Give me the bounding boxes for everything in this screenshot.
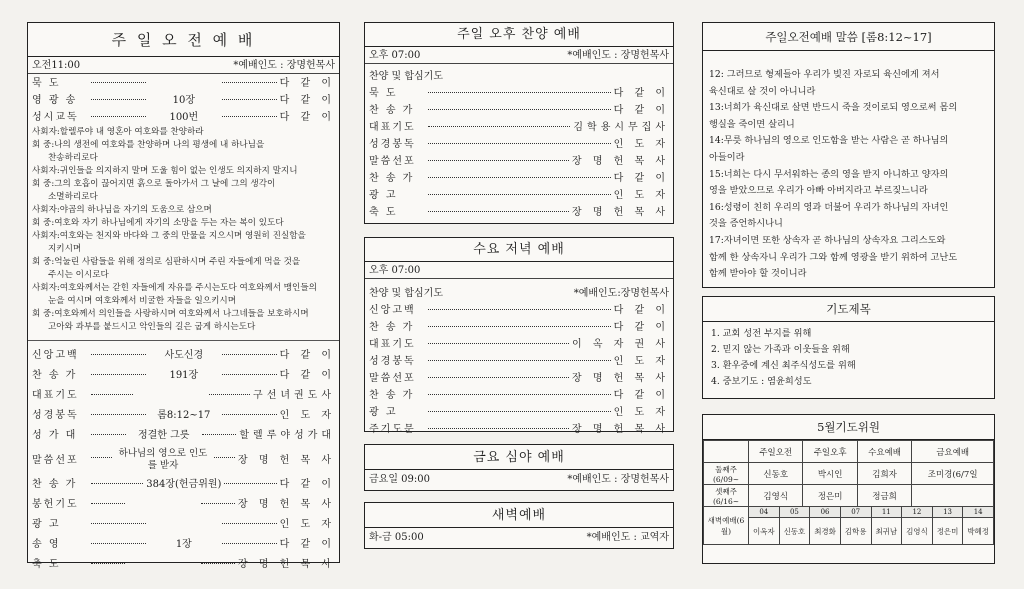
- morning-row: [28, 496, 339, 513]
- dawn-service-time: 화-금 05:00: [369, 532, 424, 543]
- verse-line: 행실을 죽이면 살리니: [709, 118, 795, 130]
- verse-line: 아들이라: [709, 151, 745, 163]
- leader-dots: [91, 483, 143, 484]
- leader-dots: [222, 99, 277, 100]
- dawn-name: 이옥자: [749, 518, 780, 545]
- responsive-line: 찬송하리로다: [48, 153, 98, 163]
- verse-line: 16:성령이 친히 우리의 영과 더불어 우리가 하나님의 자녀인: [709, 201, 949, 213]
- morning-row: [28, 347, 339, 364]
- order-leader: 다 같 이: [279, 78, 335, 89]
- order-label: 말씀선포: [32, 454, 79, 466]
- corner-cell: [704, 441, 749, 463]
- verse-line: 육신대로 살 것이 아니니라: [709, 85, 816, 97]
- morning-row: [28, 476, 339, 493]
- order-leader: 다 같 이: [613, 390, 669, 401]
- leader-dots: [428, 143, 611, 144]
- wednesday-row: [365, 404, 673, 421]
- order-label: 성경봉독: [369, 356, 416, 367]
- order-leader: 다 같 이: [613, 173, 669, 184]
- dawn-committee-table: [703, 506, 994, 545]
- order-label: 송 영: [32, 539, 61, 550]
- order-detail: 사도신경: [164, 350, 204, 361]
- committee-name: 조미경(6/7일: [912, 463, 994, 485]
- order-label: 신앙고백: [32, 350, 79, 361]
- dawn-date: 05: [779, 507, 810, 518]
- morning-row: [28, 75, 339, 92]
- committee-title: 5월기도위원: [703, 415, 994, 440]
- afternoon-row: [365, 119, 673, 136]
- order-label: 찬 송 가: [32, 370, 78, 381]
- order-detail: 384장(헌금위원): [146, 479, 222, 490]
- order-leader: 구선녀권도사: [253, 390, 335, 401]
- afternoon-service-time: 오후 07:00: [369, 50, 421, 61]
- wednesday-service-subheader: [365, 262, 673, 279]
- leader-dots: [222, 374, 277, 375]
- wednesday-row: [365, 370, 673, 387]
- committee-name: [912, 485, 994, 507]
- leader-dots: [222, 523, 277, 524]
- friday-service-time: 금요일 09:00: [369, 474, 430, 485]
- leader-dots: [428, 211, 569, 212]
- leader-dots: [214, 457, 235, 458]
- leader-dots: [91, 394, 133, 395]
- morning-row: [28, 109, 339, 126]
- responsive-line: 눈을 여시며 여호와께서 비굴한 자들을 일으키시며: [48, 296, 236, 306]
- leader-dots: [91, 543, 146, 544]
- wednesday-row: [365, 421, 673, 438]
- morning-service-time: 오전11:00: [32, 60, 81, 71]
- dawn-date: 07: [840, 507, 871, 518]
- leader-dots: [91, 503, 125, 504]
- morning-row: [28, 407, 339, 424]
- leader-dots: [91, 434, 126, 435]
- leader-dots: [222, 82, 277, 83]
- order-label: 찬 송 가: [32, 479, 78, 490]
- prayer-item: 4. 중보기도 : 염윤희성도: [711, 376, 812, 387]
- order-label: 광 고: [369, 407, 398, 418]
- leader-dots: [91, 523, 146, 524]
- responsive-line: 주시는 이시로다: [48, 270, 109, 280]
- order-label: 대표기도: [369, 122, 416, 133]
- order-leader: 다 같 이: [613, 88, 669, 99]
- order-leader: 다 같 이: [279, 539, 335, 550]
- order-leader: 인 도 자: [613, 139, 669, 150]
- committee-name: 김영식: [749, 485, 803, 507]
- order-detail: 191장: [169, 370, 199, 381]
- responsive-line: 회 중:나의 생전에 여호와를 찬양하며 나의 평생에 내 하나님을: [32, 140, 265, 150]
- prayer-item: 1. 교회 성전 부지를 위해: [711, 328, 812, 339]
- sermon-text: [703, 51, 994, 283]
- leader-dots: [428, 360, 611, 361]
- order-leader: 이 옥 자 권 사: [571, 339, 669, 350]
- leader-dots: [91, 99, 146, 100]
- order-leader: 김학용시무집사: [573, 122, 669, 133]
- morning-row: [28, 387, 339, 404]
- dawn-date: 06: [810, 507, 841, 518]
- order-detail: 롬8:12~17: [157, 410, 211, 421]
- sermon-title: 주일오전예배 말씀 [롬8:12~17]: [703, 23, 994, 51]
- responsive-line: 사회자:귀인들을 의지하지 말며 도울 힘이 없는 인생도 의지하지 말지니: [32, 166, 298, 176]
- order-leader: 다 같 이: [279, 112, 335, 123]
- verse-line: 17:자녀이면 또한 상속자 곧 하나님의 상속자요 그리스도와: [709, 234, 946, 246]
- leader-dots: [91, 116, 146, 117]
- friday-service-panel: [364, 444, 674, 491]
- dawn-date: 13: [932, 507, 963, 518]
- dawn-date: 04: [749, 507, 780, 518]
- leader-dots: [91, 82, 146, 83]
- afternoon-row: [365, 153, 673, 170]
- order-label: 찬 송 가: [369, 105, 415, 116]
- order-label: 말씀선포: [369, 156, 416, 167]
- verse-line: 12: 그러므로 형제들아 우리가 빚진 자로되 육신에게 져서: [709, 69, 940, 80]
- afternoon-intro: 찬양 및 합심기도: [369, 71, 443, 82]
- afternoon-row: [365, 170, 673, 187]
- friday-service-leader: *예배인도 : 장명헌목사: [567, 474, 669, 485]
- wednesday-service-panel: [364, 237, 674, 435]
- wednesday-service-time: 오후 07:00: [369, 265, 421, 276]
- dawn-name: 최귀남: [871, 518, 902, 545]
- verse-line: 함께 받아야 할 것이니라: [709, 268, 807, 280]
- afternoon-row: [365, 187, 673, 204]
- order-leader: 다 같 이: [279, 95, 335, 106]
- committee-name: 김희자: [857, 463, 911, 485]
- responsive-line: 사회자:할렐루야 내 영혼아 여호와를 찬양하라: [32, 127, 204, 137]
- order-label: 성시교독: [32, 112, 79, 123]
- committee-name: 정은미: [803, 485, 857, 507]
- order-detail: 정결한 그릇: [137, 430, 190, 441]
- order-detail: 100번: [169, 112, 199, 123]
- committee-name: 정금희: [857, 485, 911, 507]
- morning-row: [28, 516, 339, 533]
- leader-dots: [428, 92, 611, 93]
- responsive-line: 사회자:여호와께서는 갇힌 자들에게 자유를 주시는도다 여호와께서 맹인들의: [32, 283, 317, 293]
- order-leader: 인 도 자: [279, 519, 335, 530]
- dawn-date: 12: [902, 507, 933, 518]
- order-leader: 다 같 이: [279, 479, 336, 490]
- order-detail: 10장: [172, 95, 196, 106]
- leader-dots: [222, 543, 277, 544]
- order-label: 신앙고백: [369, 305, 416, 316]
- leader-dots: [428, 326, 611, 327]
- order-leader: 다 같 이: [613, 305, 669, 316]
- committee-table: [703, 440, 994, 507]
- order-leader: 장 명 헌 목 사: [238, 559, 336, 570]
- leader-dots: [222, 116, 277, 117]
- dawn-name: 최경화: [810, 518, 841, 545]
- sermon-panel: [702, 22, 995, 288]
- leader-dots: [428, 394, 611, 395]
- responsive-line: 소멸하리로다: [48, 192, 98, 202]
- committee-name: 신동호: [749, 463, 803, 485]
- committee-week2-row: [704, 485, 994, 507]
- leader-dots: [224, 483, 276, 484]
- responsive-line: 지키시며: [48, 244, 82, 254]
- morning-row: [28, 536, 339, 553]
- responsive-line: 고아와 과부를 붙드시고 악인들의 길은 굽게 하시는도다: [48, 322, 256, 332]
- order-label: 묵 도: [369, 88, 398, 99]
- responsive-line: 회 중:여호와께서 의인들을 사랑하시며 여호와께서 나그네들을 보호하시며: [32, 309, 309, 319]
- order-label: 주기도문: [369, 424, 416, 435]
- leader-dots: [428, 194, 611, 195]
- order-leader: 인 도 자: [279, 410, 335, 421]
- morning-service-subheader: [28, 57, 339, 74]
- friday-service-title: 금요 심야 예배: [365, 445, 673, 470]
- week-label: 셋째주(6/16~: [704, 485, 749, 507]
- verse-line: 함께 한 상속자니 우리가 그와 함께 영광을 받기 위하여 고난도: [709, 251, 958, 263]
- leader-dots: [428, 377, 569, 378]
- leader-dots: [91, 354, 146, 355]
- wednesday-row: [365, 302, 673, 319]
- order-label: 광 고: [32, 519, 61, 530]
- afternoon-row: [365, 102, 673, 119]
- wednesday-service-title: 수요 저녁 예배: [365, 238, 673, 262]
- order-leader: 인 도 자: [613, 356, 669, 367]
- responsive-line: 사회자:여호와는 천지와 바다와 그 중의 만물을 지으시며 영원히 진실함을: [32, 231, 306, 241]
- responsive-reading: [28, 126, 339, 340]
- committee-name: 박시인: [803, 463, 857, 485]
- order-leader: 장 명 헌 목 사: [571, 156, 669, 167]
- week-label: 둘째주(6/09~: [704, 463, 749, 485]
- wednesday-row: [365, 353, 673, 370]
- dawn-service-panel: [364, 502, 674, 549]
- order-label: 말씀선포: [369, 373, 416, 384]
- order-label: 성경봉독: [32, 410, 79, 421]
- wednesday-service-leader: *예배인도:장명헌목사: [573, 288, 669, 299]
- order-detail: 1장: [175, 539, 192, 550]
- order-leader: 장 명 헌 목 사: [238, 499, 336, 510]
- leader-dots: [428, 309, 611, 310]
- prayer-item: 3. 환우중에 계신 최주식성도를 위해: [711, 360, 856, 371]
- prayer-title: 기도제목: [703, 297, 994, 322]
- morning-service-panel: [27, 22, 340, 570]
- verse-line: 14:무릇 하나님의 영으로 인도함을 받는 사람은 곧 하나님의: [709, 135, 949, 147]
- afternoon-service-panel: [364, 22, 674, 224]
- leader-dots: [201, 503, 235, 504]
- leader-dots: [428, 160, 569, 161]
- morning-order-top: [28, 74, 339, 126]
- afternoon-service-title: 주일 오후 찬양 예배: [365, 23, 673, 47]
- order-label: 찬 송 가: [369, 173, 415, 184]
- order-label: 영 광 송: [32, 95, 78, 106]
- morning-row: [28, 367, 339, 384]
- committee-week1-row: [704, 463, 994, 485]
- prayer-panel: [702, 296, 995, 399]
- leader-dots: [91, 374, 146, 375]
- leader-dots: [428, 343, 569, 344]
- morning-service-title: 주 일 오 전 예 배: [28, 23, 339, 57]
- responsive-line: 사회자:야곱의 하나님을 자기의 도움으로 삼으며: [32, 205, 212, 215]
- responsive-line: 회 중:여호와 자기 하나님에게 자기의 소망을 두는 자는 복이 있도다: [32, 218, 284, 228]
- prayer-list: [703, 322, 994, 394]
- order-detail: 하나님의 영으로 인도를 받자: [118, 448, 208, 471]
- order-label: 성 가 대: [32, 430, 78, 441]
- order-leader: 인 도 자: [613, 190, 669, 201]
- morning-row: [28, 447, 339, 473]
- leader-dots: [91, 414, 146, 415]
- order-label: 축 도: [369, 207, 398, 218]
- order-label: 대표기도: [369, 339, 416, 350]
- order-label: 봉헌기도: [32, 499, 79, 510]
- morning-row: [28, 556, 339, 573]
- committee-panel: [702, 414, 995, 564]
- afternoon-row: [365, 136, 673, 153]
- morning-service-leader: *예배인도 : 장명헌목사: [233, 60, 335, 71]
- leader-dots: [91, 457, 112, 458]
- morning-order-bottom: [28, 341, 339, 573]
- wednesday-row: [365, 387, 673, 404]
- dawn-date: 11: [871, 507, 902, 518]
- leader-dots: [428, 428, 569, 429]
- dawn-service-title: 새벽예배: [365, 503, 673, 528]
- committee-header: 주일오전: [749, 441, 803, 463]
- leader-dots: [428, 109, 611, 110]
- wednesday-order: [365, 302, 673, 438]
- order-label: 광 고: [369, 190, 398, 201]
- order-leader: 장 명 헌 목 사: [238, 454, 336, 466]
- committee-header: 주일오후: [803, 441, 857, 463]
- verse-line: 15:너희는 다시 무서워하는 종의 영을 받지 아니하고 양자의: [709, 168, 949, 180]
- dawn-date: 14: [963, 507, 994, 518]
- order-leader: 인 도 자: [613, 407, 669, 418]
- order-label: 대표기도: [32, 390, 79, 401]
- dawn-name: 신동호: [779, 518, 810, 545]
- afternoon-service-leader: *예배인도 : 장명헌목사: [567, 50, 669, 61]
- friday-service-subheader: [365, 470, 673, 490]
- dawn-name: 김학용: [840, 518, 871, 545]
- order-label: 묵 도: [32, 78, 61, 89]
- order-label: 찬 송 가: [369, 390, 415, 401]
- wednesday-row: [365, 336, 673, 353]
- responsive-line: 회 중:그의 호흡이 끊어지면 흙으로 돌아가서 그 날에 그의 생각이: [32, 179, 276, 189]
- leader-dots: [222, 414, 277, 415]
- wednesday-row: [365, 319, 673, 336]
- afternoon-order: [365, 85, 673, 221]
- afternoon-row: [365, 204, 673, 221]
- leader-dots: [209, 394, 251, 395]
- verse-line: 영을 받았으므로 우리가 아빠 아버지라고 부르짖느니라: [709, 185, 928, 197]
- wednesday-intro-row: [365, 285, 673, 302]
- wednesday-intro: 찬양 및 합심기도: [369, 288, 443, 299]
- order-leader: 할렐루야성가대: [239, 430, 335, 441]
- order-leader: 장 명 헌 목 사: [571, 373, 669, 384]
- committee-header: 수요예배: [857, 441, 911, 463]
- leader-dots: [91, 563, 125, 564]
- dawn-service-subheader: [365, 528, 673, 548]
- dawn-service-leader: *예배인도 : 교역자: [586, 532, 669, 543]
- leader-dots: [202, 434, 237, 435]
- leader-dots: [428, 411, 611, 412]
- order-label: 성경봉독: [369, 139, 416, 150]
- order-label: 축 도: [32, 559, 61, 570]
- order-leader: 다 같 이: [279, 370, 335, 381]
- order-leader: 다 같 이: [613, 105, 669, 116]
- verse-line: 것을 증언하시나니: [709, 218, 783, 230]
- dawn-name: 김영식: [902, 518, 933, 545]
- prayer-item: 2. 믿지 않는 가족과 이웃들을 위해: [711, 344, 850, 355]
- leader-dots: [201, 563, 235, 564]
- committee-header: 금요예배: [912, 441, 994, 463]
- committee-header-row: [704, 441, 994, 463]
- afternoon-service-subheader: [365, 47, 673, 64]
- verse-line: 13:너희가 육신대로 살면 반드시 죽을 것이로되 영으로써 몸의: [709, 102, 958, 114]
- order-leader: 다 같 이: [279, 350, 335, 361]
- order-label: 찬 송 가: [369, 322, 415, 333]
- order-leader: 장 명 헌 목 사: [571, 424, 669, 435]
- afternoon-row: [365, 85, 673, 102]
- morning-row: [28, 427, 339, 444]
- leader-dots: [428, 126, 570, 127]
- responsive-line: 회 중:억눌린 사람들을 위해 정의로 심판하시며 주린 자들에게 먹을 것을: [32, 257, 301, 267]
- dawn-dates-row: [704, 507, 994, 518]
- order-leader: 다 같 이: [613, 322, 669, 333]
- dawn-name: 박혜정: [963, 518, 994, 545]
- morning-row: [28, 92, 339, 109]
- order-leader: 장 명 헌 목 사: [571, 207, 669, 218]
- dawn-name: 정은미: [932, 518, 963, 545]
- dawn-label: 새벽예배(6월): [704, 507, 749, 545]
- leader-dots: [222, 354, 277, 355]
- leader-dots: [428, 177, 611, 178]
